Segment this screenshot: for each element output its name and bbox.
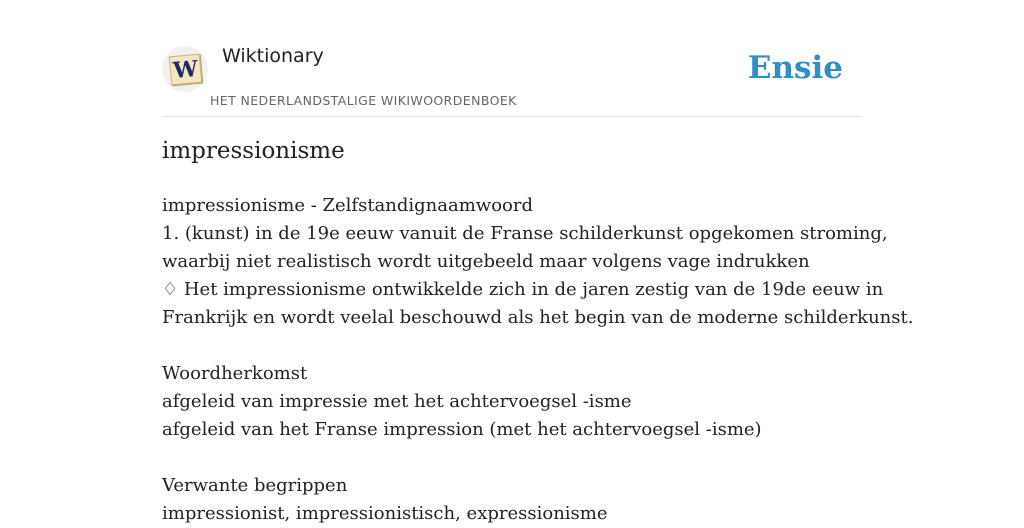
main-container <box>162 0 914 524</box>
definition-line: waarbij niet realistisch wordt uitgebeeld maar volgens vage indrukken <box>162 251 810 272</box>
spacer <box>162 332 867 360</box>
site-title[interactable]: Wiktionary <box>222 45 324 67</box>
etymology-line: afgeleid van het Franse impression (met het achtervoegsel -isme) <box>162 419 762 440</box>
spacer <box>162 444 867 472</box>
ensie-brand-link[interactable]: Ensie <box>747 50 843 86</box>
site-subtitle: HET NEDERLANDSTALIGE WIKIWOORDENBOEK <box>210 93 517 108</box>
page-title: impressionisme <box>162 138 345 164</box>
related-terms: impressionist, impressionistisch, expressionisme <box>162 503 608 524</box>
entry-heading: impressionisme - Zelfstandignaamwoord <box>162 195 534 216</box>
etymology-heading: Woordherkomst <box>162 363 308 384</box>
logo-tile-icon: W <box>169 54 202 86</box>
etymology-line: afgeleid van impressie met het achtervoegsel -isme <box>162 391 632 412</box>
definition-line: 1. (kunst) in de 19e eeuw vanuit de Franse schilderkunst opgekomen stroming, <box>162 223 888 244</box>
related-heading: Verwante begrippen <box>162 475 348 496</box>
example-line: ♢ Het impressionisme ontwikkelde zich in de jaren zestig van de 19de eeuw in <box>162 279 884 300</box>
entry-content <box>162 192 914 528</box>
site-header <box>162 0 862 117</box>
wiktionary-logo[interactable] <box>162 46 208 92</box>
example-line: Frankrijk en wordt veelal beschouwd als het begin van de moderne schilderkunst. <box>162 307 914 328</box>
